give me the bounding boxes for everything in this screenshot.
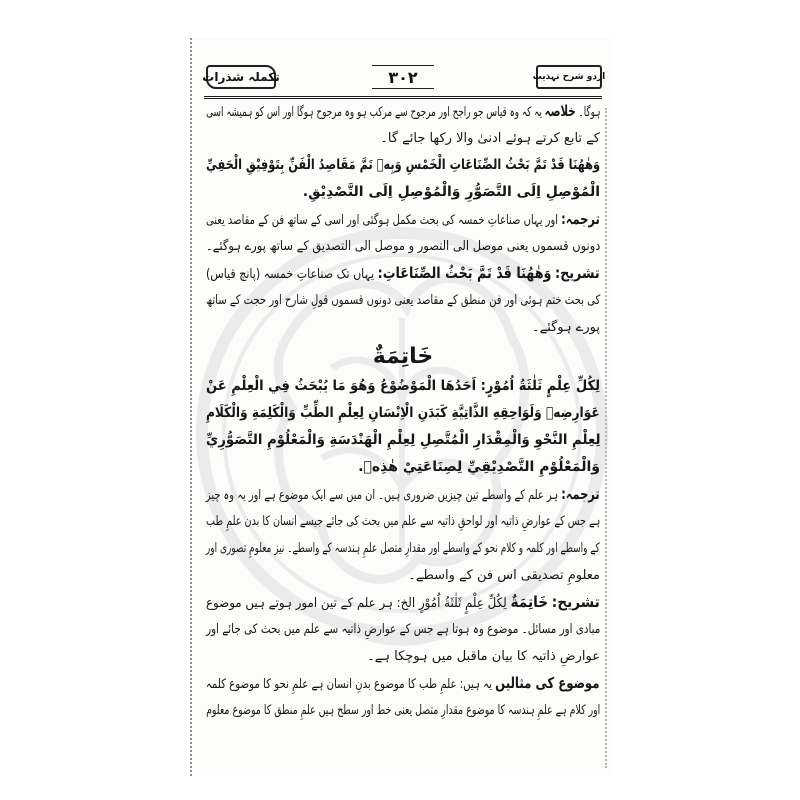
text-line-21	[206, 670, 600, 697]
line-content: ہے جس کے عوارضِ ذاتیہ اور لواحقِ ذاتیہ سے علم میں بحث کی جائے جیسے انسان کا بدن علمِ طب	[205, 514, 600, 529]
book-title-box: اردو شرح تہذیب	[536, 65, 602, 89]
page-header	[202, 62, 606, 99]
line-text: یہ ہیں: علمِ طب کا موضوع بدنِ انسان ہے علمِ نحو کا موضوع کلمہ	[206, 677, 493, 692]
line-text: اور یہاں صناعاتِ خمسہ کی بحث مکمل ہوگئی اور اسی کے ساتھ فن کے مقاصد یعنی	[206, 213, 559, 228]
line-text: کے تابع کرتے ہوئے ادنیٰ والا رکھا جائے گا۔	[380, 131, 600, 146]
line-content: دونوں قسموں یعنی موصل الی التصور و موصل الی التصدیق کے ساتھ پورے ہوگئے۔	[205, 239, 600, 254]
line-content	[206, 670, 600, 698]
page-number: ۳۰۲	[372, 65, 434, 89]
line-content: کے واسطے اور کلمہ و کلام نحو کے واسطے اور مقدارِ متصل علمِ ہندسہ کے واسطے۔ نیز معلومِ تصوری اور	[206, 541, 600, 556]
text-line-5	[206, 206, 600, 233]
line-content: پورے ہوگئے۔	[531, 320, 600, 335]
line-text: یہ کہ وہ قیاس جو راجح اور مرجوح سے مرکب ہو وہ مرجوح ہوگا اور اس کو ہمیشہ اسی	[205, 105, 542, 120]
line-content	[380, 125, 600, 152]
arabic-inline: لِكُلِّ عِلْمٍ ثَلٰثَةُ اُمُوْرٍ الخ:	[396, 596, 508, 611]
arabic-line-10	[206, 373, 600, 400]
line-content	[206, 260, 600, 288]
arabic-line-3	[206, 152, 600, 179]
line-content	[206, 98, 600, 126]
line-content: عَوَارِضِهٖ وَلَوَاحِقِهِ الذَّاتِيَّةِ كَبَدَنِ الْاِنْسَانِ لِعِلْمِ الطِّبِّ وَالْكَلِمَةِ وَالْكَلَامِ	[206, 405, 600, 421]
text-line-7	[206, 260, 600, 287]
line-content: وَالْمَعْلُوْمِ التَّصْدِيْقِيِّ لِصِنَاعَتِيْ هٰذِهٖ.	[358, 459, 600, 475]
arabic-line-12	[206, 427, 600, 454]
line-content	[206, 206, 600, 234]
examples-label: موضوع کی مثالیں	[495, 674, 600, 692]
text-line-15	[206, 508, 600, 535]
line-text: ہوگا۔	[578, 105, 600, 120]
text-line-17	[206, 562, 600, 589]
text-line-22	[206, 697, 600, 724]
text-line-18	[206, 589, 600, 616]
page-body	[206, 98, 600, 724]
line-text: ہر علم کے واسطے تین چیزیں ضروری ہیں۔ ان میں سے ایک موضوع ہے اور یہ وہ چیز	[206, 488, 559, 503]
commentary-label: تشریح:	[552, 593, 600, 611]
line-text: ہر علم کے تین امور ہوتے ہیں موضوع	[206, 596, 394, 611]
line-content: مبادی اور مسائل۔ موضوع وہ ہوتا ہے جس کے عوارضِ ذاتیہ سے علم میں بحث کی جائے اور	[205, 622, 600, 637]
section-title-box: تکملہ شذرات	[206, 65, 276, 89]
line-text: یہاں تک صناعاتِ خمسہ (پانچ قیاس)	[206, 267, 375, 282]
line-content: عوارضِ ذاتیہ کا بیان ماقبل میں ہوچکا ہے۔	[367, 649, 600, 664]
arabic-line-11	[206, 400, 600, 427]
arabic-line-4	[206, 179, 600, 206]
text-line-1	[206, 98, 600, 125]
line-content: معلومِ تصدیقی اس فن کے واسطے۔	[408, 568, 600, 583]
text-line-16	[206, 535, 600, 562]
line-content: وَهٰهُنَا قَدْ تَمَّ بَحْثُ الصِّنَاعَاتِ الْخَمْسِ وَبِهٖ تَمَّ مَقَاصِدُ الْفَنِّ بِتَوْفِيْقِ الْحَفِيِّ	[206, 157, 600, 173]
arabic-quote: وَهٰهُنَا قَدْ تَمَّ بَحْثُ الصِّنَاعَاتِ:	[377, 264, 552, 282]
text-line-20	[206, 643, 600, 670]
perforation-right	[605, 108, 607, 768]
summary-label: خلاصہ	[544, 102, 576, 120]
translation-label: ترجمہ:	[561, 485, 600, 503]
commentary-label: تشریح:	[555, 264, 600, 282]
text-line-14	[206, 481, 600, 508]
text-line-9	[206, 314, 600, 341]
text-line-6	[206, 233, 600, 260]
text-line-19	[206, 616, 600, 643]
line-content	[206, 481, 600, 509]
line-content: الْمُوْصِلِ اِلَى التَّصَوُّرِ وَالْمُوْصِلِ اِلَى التَّصْدِيْقِ.	[302, 184, 600, 200]
translation-label: ترجمہ:	[561, 210, 600, 228]
line-content: لِكُلِّ عِلْمٍ ثَلٰثَةُ اُمُوْرٍ: اَحَدُهَا الْمَوْضُوْعُ وَهُوَ مَا يُبْحَثُ فِي الْعِلْمِ عَنْ	[205, 378, 600, 394]
section-heading: خَاتِمَةٌ	[372, 344, 434, 369]
book-page	[190, 38, 612, 776]
arabic-quote: خَاتِمَةٌ	[510, 593, 549, 611]
arabic-line-13	[206, 454, 600, 481]
line-content: لِعِلْمِ النَّحْوِ وَالْمِقْدَارِ الْمُتَّصِلِ لِعِلْمِ الْهَنْدَسَةِ وَالْمَعْلُوْمِ التَّصَوُّرِيِّ	[205, 432, 600, 448]
line-content	[206, 589, 600, 617]
line-content: اور کلام ہے علمِ ہندسہ کا موضوع مقدارِ متصل یعنی خط اور سطح ہیں علمِ منطق کا موضوع معلوم	[205, 703, 600, 718]
text-line-2	[206, 125, 600, 152]
line-content: کی بحث ختم ہوئی اور فن منطق کے مقاصد یعنی دونوں قسموں قولِ شارح اور حجت کے ساتھ	[205, 293, 600, 308]
text-line-8	[206, 287, 600, 314]
